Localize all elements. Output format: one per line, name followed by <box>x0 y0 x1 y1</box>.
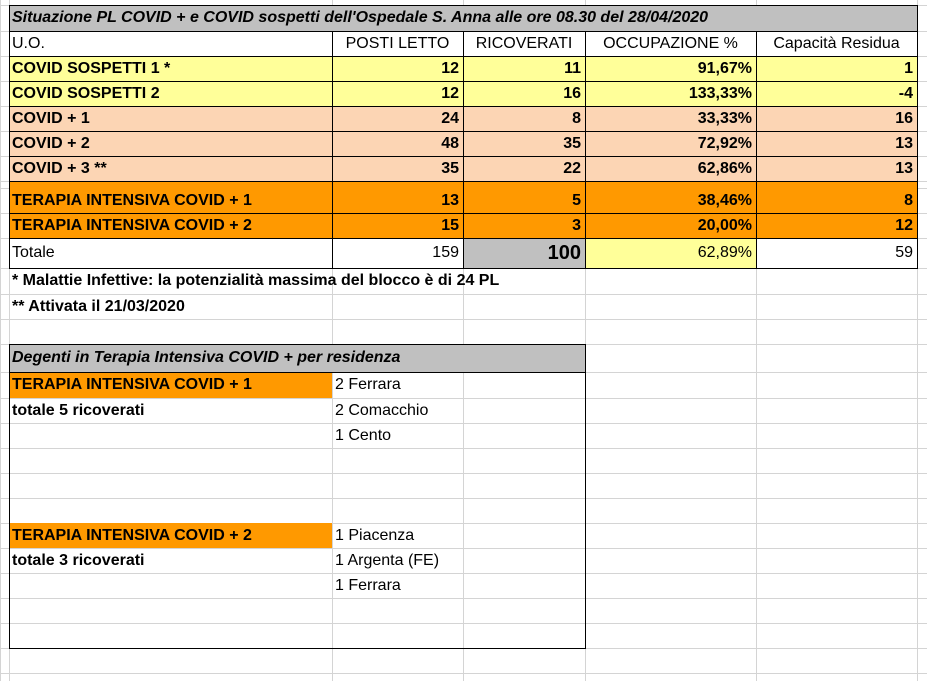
residence-group-total: totale 5 ricoverati <box>12 401 145 419</box>
row-value[interactable]: 62,86% <box>585 156 756 181</box>
row-value[interactable]: 91,67% <box>585 56 756 81</box>
row-value[interactable]: 11 <box>463 56 585 81</box>
column-header-2[interactable]: RICOVERATI <box>475 34 573 52</box>
residence-entry[interactable]: 1 Cento <box>335 426 392 444</box>
row-value[interactable]: 22 <box>463 156 585 181</box>
row-value[interactable]: 8 <box>756 188 917 213</box>
row-value[interactable]: 33,33% <box>585 106 756 131</box>
gridline <box>0 448 927 449</box>
column-header-3[interactable]: OCCUPAZIONE % <box>603 34 738 52</box>
gridline <box>0 498 927 499</box>
column-header-1[interactable]: POSTI LETTO <box>345 34 450 52</box>
residence-entry[interactable]: 2 Ferrara <box>335 376 401 393</box>
row-value[interactable]: 24 <box>332 106 463 131</box>
row-value[interactable]: 13 <box>756 131 917 156</box>
cell-border <box>9 344 10 649</box>
row-label[interactable]: COVID + 3 ** <box>9 156 332 181</box>
row-label[interactable]: COVID + 2 <box>9 131 332 156</box>
total-value[interactable]: 100 <box>463 238 585 268</box>
gridline <box>0 623 927 624</box>
row-label[interactable]: COVID + 1 <box>9 106 332 131</box>
footnote-0: * Malattie Infettive: la potenzialità massima del blocco è di 24 PL <box>12 272 500 289</box>
row-value[interactable]: -4 <box>756 81 917 106</box>
cell-border <box>332 31 333 269</box>
row-label[interactable]: COVID SOSPETTI 2 <box>9 81 332 106</box>
row-value[interactable]: 35 <box>463 131 585 156</box>
column-header-4[interactable]: Capacità Residua <box>773 34 900 52</box>
residence-table-title: Degenti in Terapia Intensiva COVID + per residenza <box>9 344 585 372</box>
row-value[interactable]: 5 <box>463 188 585 213</box>
cell-border <box>9 344 586 345</box>
cell-border <box>585 344 586 649</box>
row-value[interactable]: 38,46% <box>585 188 756 213</box>
row-value[interactable]: 3 <box>463 213 585 238</box>
row-value[interactable]: 16 <box>756 106 917 131</box>
row-value[interactable]: 48 <box>332 131 463 156</box>
row-value[interactable]: 12 <box>332 81 463 106</box>
cell-border <box>917 5 918 269</box>
residence-group-label[interactable]: TERAPIA INTENSIVA COVID + 2 <box>9 523 332 548</box>
row-label[interactable]: COVID SOSPETTI 1 * <box>9 56 332 81</box>
row-value[interactable]: 12 <box>332 56 463 81</box>
gridline <box>0 0 1 681</box>
total-label[interactable]: Totale <box>9 238 332 268</box>
row-value[interactable]: 15 <box>332 213 463 238</box>
cell-border <box>9 5 10 269</box>
cell-border <box>9 372 586 373</box>
row-label[interactable]: TERAPIA INTENSIVA COVID + 1 <box>9 188 332 213</box>
row-value[interactable]: 133,33% <box>585 81 756 106</box>
cell-border <box>9 5 918 6</box>
gridline <box>0 473 927 474</box>
row-value[interactable]: 1 <box>756 56 917 81</box>
total-value[interactable]: 62,89% <box>585 238 756 268</box>
column-header-0[interactable]: U.O. <box>12 34 45 52</box>
residence-group-total: totale 3 ricoverati <box>12 551 145 569</box>
gridline <box>0 673 927 674</box>
residence-entry[interactable]: 1 Argenta (FE) <box>335 551 440 569</box>
cell-border <box>756 31 757 269</box>
cell-border <box>9 648 586 649</box>
row-label[interactable]: TERAPIA INTENSIVA COVID + 2 <box>9 213 332 238</box>
gridline <box>0 598 927 599</box>
row-value[interactable]: 16 <box>463 81 585 106</box>
main-table-title: Situazione PL COVID + e COVID sospetti dell'Ospedale S. Anna alle ore 08.30 del 28/04/2020 <box>9 5 917 31</box>
residence-entry[interactable]: 2 Comacchio <box>335 401 429 419</box>
row-value[interactable]: 20,00% <box>585 213 756 238</box>
residence-entry[interactable]: 1 Ferrara <box>335 576 401 594</box>
residence-entry[interactable]: 1 Piacenza <box>335 526 415 544</box>
row-value[interactable]: 35 <box>332 156 463 181</box>
residence-group-label[interactable]: TERAPIA INTENSIVA COVID + 1 <box>9 372 332 398</box>
row-value[interactable]: 8 <box>463 106 585 131</box>
total-value[interactable]: 59 <box>756 238 917 268</box>
row-value[interactable]: 12 <box>756 213 917 238</box>
total-value[interactable]: 159 <box>332 238 463 268</box>
gridline <box>0 319 927 320</box>
cell-border <box>585 31 586 269</box>
footnote-1: ** Attivata il 21/03/2020 <box>12 297 185 315</box>
row-value[interactable]: 13 <box>756 156 917 181</box>
cell-border <box>463 31 464 269</box>
row-value[interactable]: 72,92% <box>585 131 756 156</box>
row-value[interactable]: 13 <box>332 188 463 213</box>
